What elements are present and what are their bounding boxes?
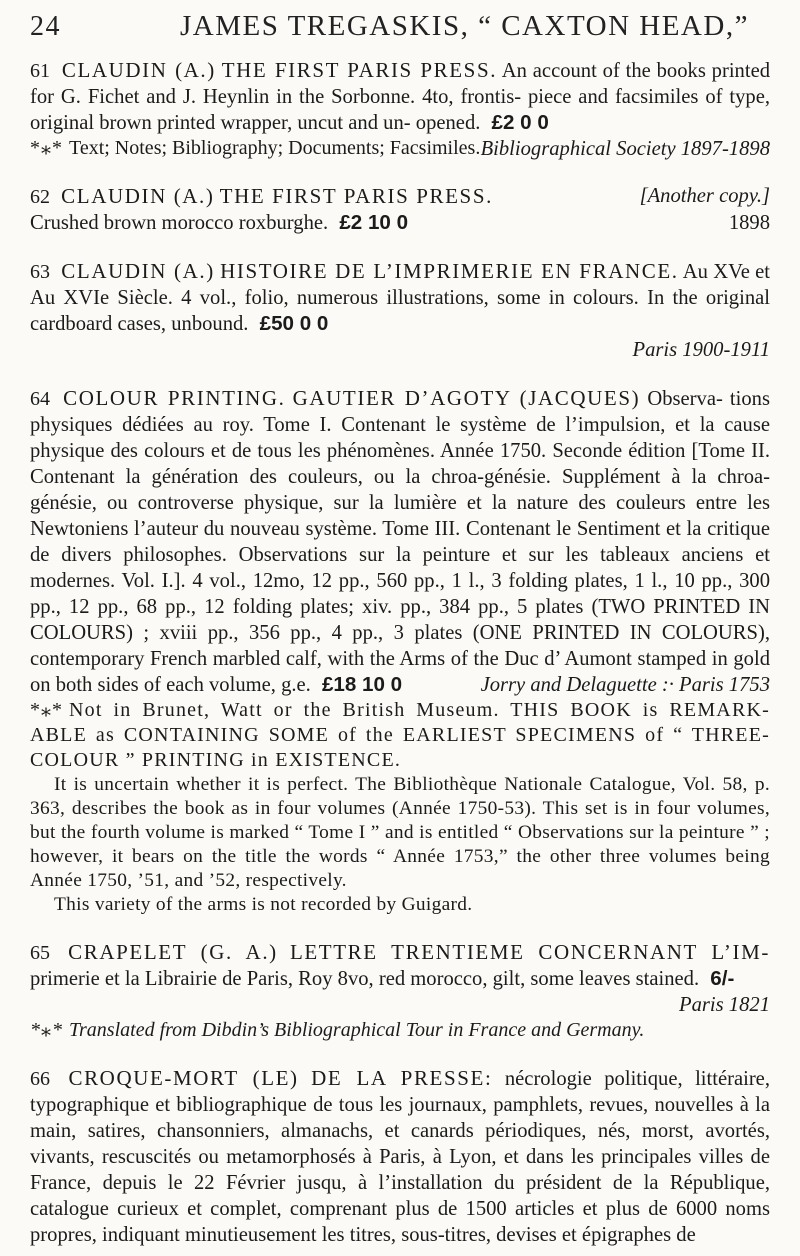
entry-price: £2 10 0 xyxy=(339,211,409,234)
entry-author: CROQUE-MORT (LE) xyxy=(68,1066,299,1090)
catalogue-entry-65 xyxy=(30,939,770,1043)
entry-author: CLAUDIN (A.) xyxy=(61,184,215,208)
entry-number: 64 xyxy=(30,388,50,410)
running-title: JAMES TREGASKIS, “ CAXTON HEAD,” xyxy=(180,10,749,42)
entry-description: Au XVe et Au XVIe Siècle. 4 vol., folio, numerous illustrations, some in colours. In the original cardboard cases, unbound. xyxy=(30,261,771,335)
entry-price: £50 0 0 xyxy=(259,312,329,335)
entry-price: £2 0 0 xyxy=(491,111,549,134)
entry-description: An account of the books printed for G. Fichet and J. Heynlin in the Sorbonne. 4to, frontis- piece and facsimiles of type, original brown printed wrapper, uncut and un- opened. xyxy=(30,60,771,134)
entry-note-text: Text; Notes; Bibliography; Documents; Facsimiles. xyxy=(69,137,481,159)
asterism-icon: *⁎* xyxy=(30,1019,63,1041)
catalogue-entry-61 xyxy=(30,57,770,161)
entry-number: 63 xyxy=(30,261,50,283)
entry-number: 62 xyxy=(30,186,50,208)
asterism-icon: *⁎* xyxy=(30,699,63,721)
entry-copy-note: [Another copy.] xyxy=(639,185,770,207)
entry-number: 65 xyxy=(30,942,50,964)
entry-imprint: Jorry and Delaguette :· Paris 1753 xyxy=(480,674,770,696)
entry-title: THE FIRST PARIS PRESS. xyxy=(219,184,493,208)
entry-imprint: Paris 1821 xyxy=(679,994,770,1016)
catalogue-entry-62 xyxy=(30,183,770,236)
entry-description: Crushed brown morocco roxburghe. xyxy=(30,212,329,234)
entry-imprint: Paris 1900-1911 xyxy=(632,339,770,361)
entry-price: £18 10 0 xyxy=(321,673,403,696)
entry-title: DE LA PRESSE: xyxy=(311,1066,493,1090)
entry-title: GAUTIER D’AGOTY (JACQUES) xyxy=(292,386,641,410)
entry-author: CLAUDIN (A.) xyxy=(61,259,215,283)
entry-author: CRAPELET (G. A.) xyxy=(68,940,278,964)
entry-title: THE FIRST PARIS PRESS. xyxy=(221,58,498,82)
entry-title: LETTRE TRENTIEME CONCERNANT L’IM- xyxy=(289,940,770,964)
entry-description: nécrologie politique, littéraire, typographique et bibliographique de tous les journaux, pamphlets, revues, nouvelles à la main, satires, chansonniers, almanachs, et canards périodiques, nés, morst, avortés, vivants, rescuscités ou metamorphosés à Paris, à Lyon, et dans les principales villes de France, depuis le 22 Février jusqu, à l’installation du président de la République, catalogue curieux et complet, comprenant plus de 1500 articles et plus de 6000 noms propres, indiquant minutieusement les titres, sous-titres, devises et épigraphes de xyxy=(30,1068,770,1246)
entry-paragraph: It is uncertain whether it is perfect. The Bibliothèque Nationale Catalogue, Vol. 58, p. 363, describes the book as in four volumes (Année 1750-53). This set is in four volumes, but the fourth volume is marked “ Tome I ” and is entitled “ Observations sur la peinture ” ; however, it bears on the title the words “ Année 1753,” the other three volumes being Année 1750, ’51, and ’52, respectively. xyxy=(30,774,770,891)
entry-title: HISTOIRE DE L’IMPRIMERIE EN FRANCE. xyxy=(220,259,679,283)
entry-paragraph: This variety of the arms is not recorded by Guigard. xyxy=(54,894,473,915)
entry-note-text: Not in Brunet, Watt or the British Museum. THIS BOOK is REMARK- ABLE as CONTAINING SOME of the EARLIEST SPECIMENS of “ THREE- COLOUR ” PRINTING in EXISTENCE. xyxy=(30,699,770,771)
entry-note-text: Translated from Dibdin’s Bibliographical Tour in France and Germany. xyxy=(69,1019,645,1041)
asterism-icon: *⁎* xyxy=(30,137,63,159)
entry-price: 6/- xyxy=(710,967,735,990)
entry-imprint: Bibliographical Society 1897-1898 xyxy=(480,138,770,160)
entry-author: COLOUR PRINTING. xyxy=(63,386,286,410)
page-header xyxy=(30,10,770,43)
entry-note xyxy=(30,1018,770,1043)
page-number: 24 xyxy=(30,11,61,42)
entry-number: 66 xyxy=(30,1068,50,1090)
entry-description: Observa- tions physiques dédiées au roy. Tome I. Contenant le système de l’impulsion, et la cause physique des colours et de tous les phénomènes. Année 1750. Seconde édition [Tome II. Contenant la génération des couleurs, ou la chroa-génésie. Supplément à la chroa-génésie, ou controverse physique, sur la lumière et la nature des couleurs entre les Newtoniens l’auteur du nouveau système. Tome III. Contenant le Sentiment et la critique de divers philosophes. Observations sur la peinture et sur les tableaux anciens et modernes. Vol. I.]. 4 vol., 12mo, 12 pp., 560 pp., 1 l., 3 folding plates, 1 l., 10 pp., 300 pp., 12 pp., 68 pp., 12 folding plates; xiv. pp., 384 pp., 5 plates (TWO PRINTED IN COLOURS) ; xviii pp., 356 pp., 4 pp., 3 plates (ONE PRINTED IN COLOURS), contemporary French marbled calf, with the Arms of the Duc d’ Aumont stamped in gold on both sides of each volume, g.e. xyxy=(30,388,770,696)
entry-note xyxy=(30,698,770,773)
entry-number: 61 xyxy=(30,60,50,82)
catalogue-entry-63 xyxy=(30,258,770,363)
entry-description: primerie et la Librairie de Paris, Roy 8vo, red morocco, gilt, some leaves stained. xyxy=(30,968,700,990)
catalogue-entry-66 xyxy=(30,1065,770,1248)
entry-imprint: 1898 xyxy=(728,212,770,234)
catalogue-entry-64 xyxy=(30,385,770,917)
entry-author: CLAUDIN (A.) xyxy=(61,58,216,82)
